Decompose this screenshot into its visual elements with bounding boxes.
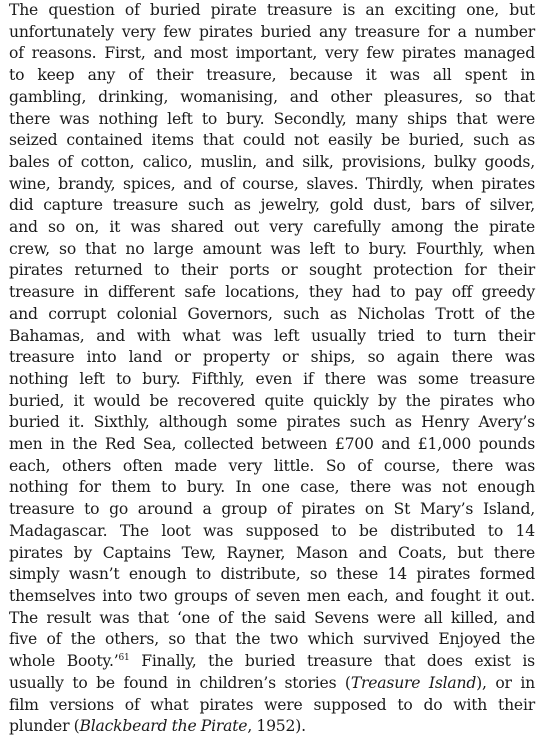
text-line: buried, it would be recovered quite quickly by the pirates who bbox=[9, 391, 535, 410]
text-line: pirates by Captains Tew, Rayner, Mason and Coats, but there bbox=[9, 543, 535, 562]
text-line: buried it. Sixthly, although some pirates such as Henry Avery’s bbox=[9, 413, 535, 432]
text-line: nothing for them to bury. In one case, there was not enough bbox=[9, 478, 535, 497]
text-line: treasure to go around a group of pirates on St Mary’s Island, bbox=[9, 500, 535, 519]
text-line: did capture treasure such as jewelry, gold dust, bars of silver, bbox=[9, 196, 535, 215]
text-run: Finally, the buried treasure that does exist is bbox=[129, 652, 535, 671]
text-line: simply wasn’t enough to distribute, so these 14 pirates formed bbox=[9, 565, 535, 584]
text-line: five of the others, so that the two which survived Enjoyed the bbox=[9, 630, 535, 649]
text-line: gambling, drinking, womanising, and other pleasures, so that bbox=[9, 87, 535, 106]
body-paragraph bbox=[9, 0, 535, 738]
text-line: each, others often made very little. So of course, there was bbox=[9, 456, 535, 475]
text-line-film-title bbox=[9, 716, 535, 738]
text-line: nothing left to bury. Fifthly, even if there was some treasure bbox=[9, 369, 535, 388]
text-line: film versions of what pirates were supposed to do with their bbox=[9, 695, 535, 714]
text-line-book-title bbox=[9, 673, 535, 695]
book-title: Treasure Island bbox=[350, 673, 477, 692]
text-line: themselves into two groups of seven men each, and fought it out. bbox=[9, 586, 535, 605]
text-run: ), or in bbox=[476, 673, 535, 692]
text-line: to keep any of their treasure, because it was all spent in bbox=[9, 66, 535, 85]
text-line: and corrupt colonial Governors, such as Nicholas Trott of the bbox=[9, 304, 535, 323]
text-line-footnote bbox=[9, 651, 535, 673]
text-run: plunder ( bbox=[9, 717, 80, 736]
text-line: unfortunately very few pirates buried any treasure for a number bbox=[9, 22, 535, 41]
text-line: treasure in different safe locations, they had to pay off greedy bbox=[9, 283, 535, 302]
text-line: men in the Red Sea, collected between £700 and £1,000 pounds bbox=[9, 435, 535, 454]
text-line: and so on, it was shared out very carefully among the pirate bbox=[9, 218, 535, 237]
text-run: usually to be found in children’s stories ( bbox=[9, 673, 351, 692]
text-line: there was nothing left to bury. Secondly, many ships that were bbox=[9, 109, 535, 128]
text-line: of reasons. First, and most important, very few pirates managed bbox=[9, 44, 535, 63]
text-run: whole Booty.’ bbox=[9, 652, 119, 671]
text-line: crew, so that no large amount was left to bury. Fourthly, when bbox=[9, 239, 535, 258]
text-line: pirates returned to their ports or sought protection for their bbox=[9, 261, 535, 280]
text-line: seized contained items that could not easily be buried, such as bbox=[9, 131, 535, 150]
text-line: Bahamas, and with what was left usually tried to turn their bbox=[9, 326, 535, 345]
text-line: treasure into land or property or ships, so again there was bbox=[9, 348, 535, 367]
text-line: wine, brandy, spices, and of course, slaves. Thirdly, when pirates bbox=[9, 174, 535, 193]
text-line: Madagascar. The loot was supposed to be distributed to 14 bbox=[9, 521, 535, 540]
film-title: Blackbeard the Pirate bbox=[79, 717, 248, 736]
text-line: The result was that ‘one of the said Sevens were all killed, and bbox=[9, 608, 535, 627]
text-line: The question of buried pirate treasure is an exciting one, but bbox=[9, 1, 535, 19]
text-line: bales of cotton, calico, muslin, and silk, provisions, bulky goods, bbox=[9, 152, 535, 171]
footnote-reference: 61 bbox=[118, 653, 130, 664]
text-run: , 1952). bbox=[247, 717, 306, 736]
